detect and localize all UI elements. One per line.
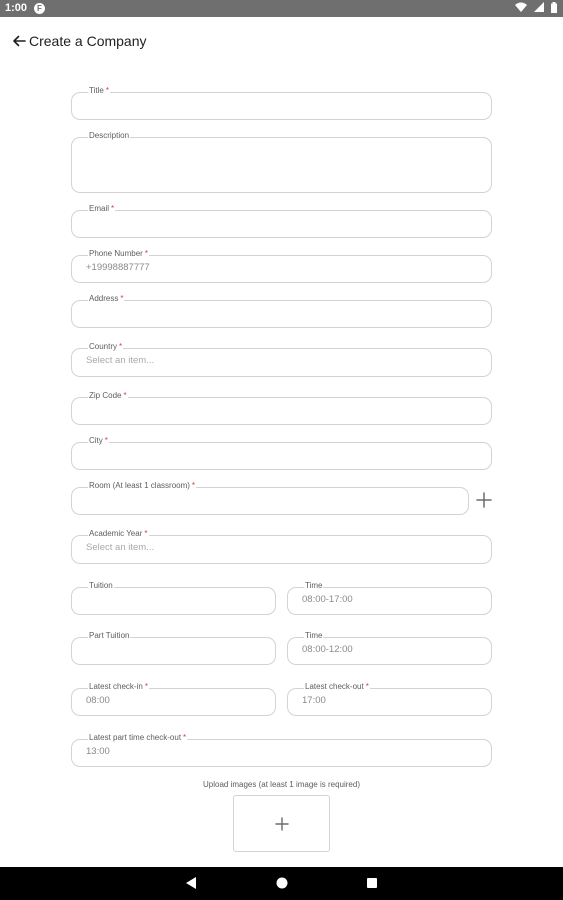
address-field[interactable] [71,294,492,328]
academic-year-label: Academic Year * [89,529,148,538]
latest-part-checkout-label: Latest part time check-out * [89,733,187,742]
room-field[interactable] [71,481,469,515]
latest-part-checkout-field[interactable] [71,733,492,767]
zip-label: Zip Code * [89,391,127,400]
address-label: Address * [89,294,124,303]
tuition-time-field[interactable] [287,581,492,615]
plus-icon [275,817,289,831]
part-tuition-field[interactable] [71,631,276,665]
status-bar [0,0,563,17]
description-field[interactable] [71,131,492,193]
country-placeholder: Select an item... [86,355,155,366]
part-tuition-label: Part Tuition [89,631,130,640]
nav-home-icon[interactable] [275,876,289,890]
country-select[interactable] [71,342,492,377]
wifi-icon [515,2,527,13]
tuition-label: Tuition [89,581,113,590]
part-time-value: 08:00-12:00 [302,644,353,655]
phone-input-value: +19998887777 [86,262,150,273]
part-time-label: Time [305,631,323,640]
phone-label: Phone Number * [89,249,148,258]
latest-checkin-value: 08:00 [86,695,110,706]
email-field[interactable] [71,204,492,238]
latest-checkin-field[interactable] [71,682,276,716]
app-bar [0,17,563,65]
room-label: Room (At least 1 classroom) * [89,481,196,490]
battery-icon [551,2,557,13]
nav-recents-icon[interactable] [365,876,379,890]
signal-icon [534,2,544,13]
add-room-icon[interactable] [474,490,494,510]
phone-field[interactable] [71,249,492,283]
description-label: Description [89,131,130,140]
latest-checkin-label: Latest check-in * [89,682,148,691]
tuition-field[interactable] [71,581,276,615]
title-label: Title * [89,86,109,95]
status-time: 1:00 [5,2,28,14]
zip-field[interactable] [71,391,492,425]
arrow-left-icon[interactable] [10,32,28,50]
email-label: Email * [89,204,115,213]
title-field[interactable] [71,86,492,120]
app-notification-icon: F [34,3,45,14]
system-nav-bar [0,867,563,900]
tuition-time-value: 08:00-17:00 [302,594,353,605]
upload-images-label: Upload images (at least 1 image is required) [203,780,360,789]
latest-checkout-value: 17:00 [302,695,326,706]
tuition-time-label: Time [305,581,323,590]
upload-image-button[interactable] [233,795,330,852]
latest-checkout-label: Latest check-out * [305,682,369,691]
latest-checkout-field[interactable] [287,682,492,716]
academic-year-select[interactable] [71,529,492,564]
part-time-field[interactable] [287,631,492,665]
city-field[interactable] [71,436,492,470]
country-label: Country * [89,342,123,351]
status-icons [511,2,557,15]
nav-back-icon[interactable] [184,876,198,890]
academic-year-placeholder: Select an item... [86,542,155,553]
page-title: Create a Company [29,33,147,49]
city-label: City * [89,436,108,445]
latest-part-checkout-value: 13:00 [86,746,110,757]
